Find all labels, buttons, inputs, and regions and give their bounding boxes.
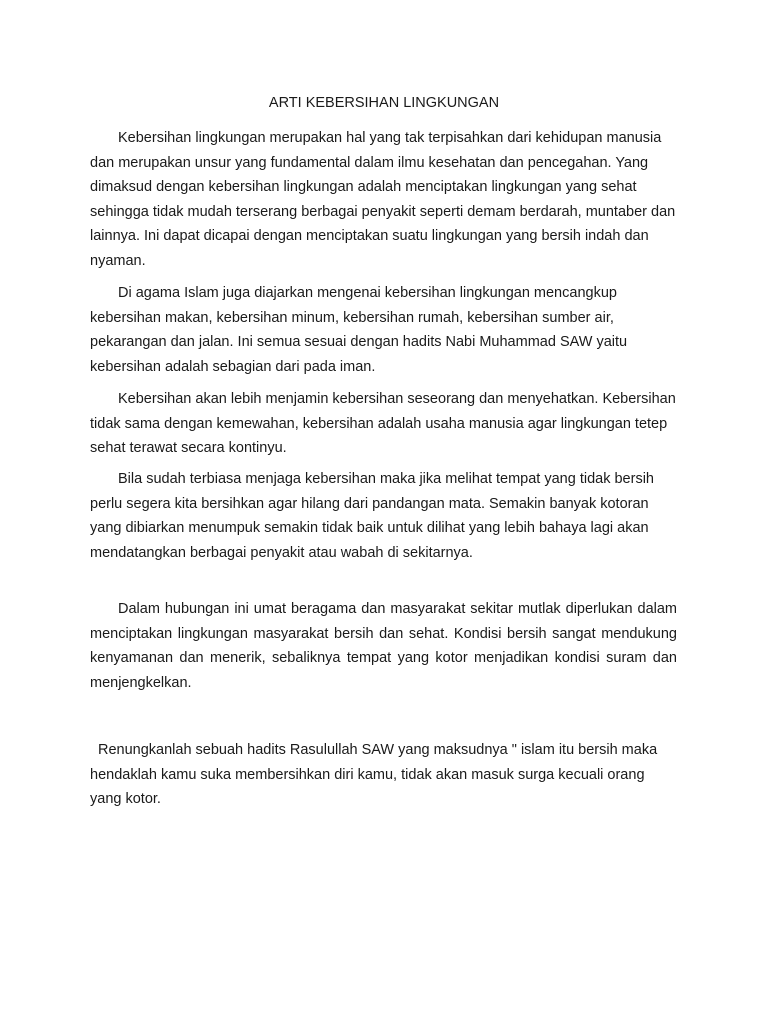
paragraph-1: Kebersihan lingkungan merupakan hal yang tak terpisahkan dari kehidupan manusia dan merupakan unsur yang fundamental dalam ilmu kesehatan dan pencegahan. Yang dimaksud dengan kebersihan lingkungan adalah menciptakan lingkungan yang sehat sehingga tidak mudah terserang berbagai penyakit seperti demam berdarah, muntaber dan lainnya. Ini dapat dicapai dengan menciptakan suatu lingkungan yang bersih indah dan nyaman. (90, 130, 676, 269)
paragraph-6: Renungkanlah sebuah hadits Rasulullah SAW yang maksudnya " islam itu bersih maka hendaklah kamu suka membersihkan diri kamu, tidak akan masuk surga kecuali orang yang kotor. (90, 742, 658, 807)
paragraph-4: Bila sudah terbiasa menjaga kebersihan maka jika melihat tempat yang tidak bersih perlu segera kita bersihkan agar hilang dari pandangan mata. Semakin banyak kotoran yang dibiarkan menumpuk semakin tidak baik untuk dilihat yang lebih bahaya lagi akan mendatangkan berbagai penyakit atau wabah di sekitarnya. (90, 471, 654, 561)
document-title: ARTI KEBERSIHAN LINGKUNGAN (268, 95, 500, 111)
paragraph-3: Kebersihan akan lebih menjamin kebersihan seseorang dan menyehatkan. Kebersihan tidak sama dengan kemewahan, kebersihan adalah usaha manusia agar lingkungan tetep sehat terawat secara kontinyu. (90, 391, 676, 456)
paragraph-5: Dalam hubungan ini umat beragama dan masyarakat sekitar mutlak diperlukan dalam menciptakan lingkungan masyarakat bersih dan sehat. Kondisi bersih sangat mendukung kenyamanan dan menerik, sebaliknya tempat yang kotor menjadikan kondisi suram dan menjengkelkan. (90, 601, 677, 691)
paragraph-2: Di agama Islam juga diajarkan mengenai kebersihan lingkungan mencangkup kebersihan makan, kebersihan minum, kebersihan rumah, kebersihan sumber air, pekarangan dan jalan. Ini semua sesuai dengan hadits Nabi Muhammad SAW yaitu kebersihan adalah sebagian dari pada iman. (90, 285, 628, 375)
